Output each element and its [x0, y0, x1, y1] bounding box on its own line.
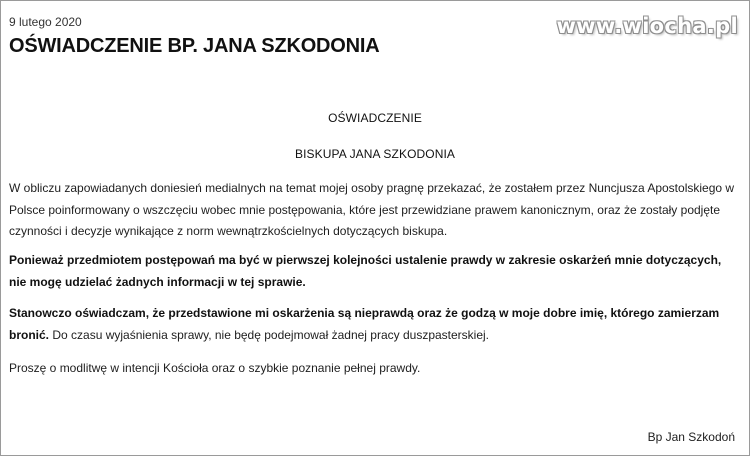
document-title: OŚWIADCZENIE: [328, 111, 422, 125]
article-date: 9 lutego 2020: [9, 15, 82, 29]
statement-paragraph-4: Proszę o modlitwę w intencji Kościoła oraz o szybkie poznanie pełnej prawdy.: [9, 361, 421, 375]
statement-paragraph-2-text: Ponieważ przedmiotem postępowań ma być w pierwszej kolejności ustalenie prawdy w zakresie oskarżeń mnie dotyczących, nie mogę udzielać żadnych informacji w tej sprawie.: [9, 253, 722, 289]
signature: Bp Jan Szkodoń: [647, 430, 735, 444]
statement-paragraph-1: W obliczu zapowiadanych doniesień medialnych na temat mojej osoby pragnę przekazać, że zostałem przez Nuncjusza Apostolskiego w Polsce poinformowany o wszczęciu wobec mnie postępowania, które jest przewidziane prawem kanonicznym, oraz że zostały podjęte czynności i decyzje wynikające z norm wewnątrzkościelnych dotyczących biskupa.: [9, 181, 735, 238]
article-headline: OŚWIADCZENIE BP. JANA SZKODONIA: [9, 35, 380, 57]
statement-paragraph-3-bold: Stanowczo oświadczam, że przedstawione mi oskarżenia są nieprawdą oraz że godzą w moje dobre imię, którego zamierzam bronić.: [9, 306, 720, 342]
document-subtitle: BISKUPA JANA SZKODONIA: [294, 147, 456, 161]
statement-paragraph-3: [9, 303, 739, 346]
statement-paragraph-2: [9, 250, 739, 293]
site-watermark: www.wiocha.pl: [556, 14, 738, 38]
statement-paragraph-3-rest: Do czasu wyjaśnienia sprawy, nie będę podejmował żadnej pracy duszpasterskiej.: [49, 327, 490, 342]
